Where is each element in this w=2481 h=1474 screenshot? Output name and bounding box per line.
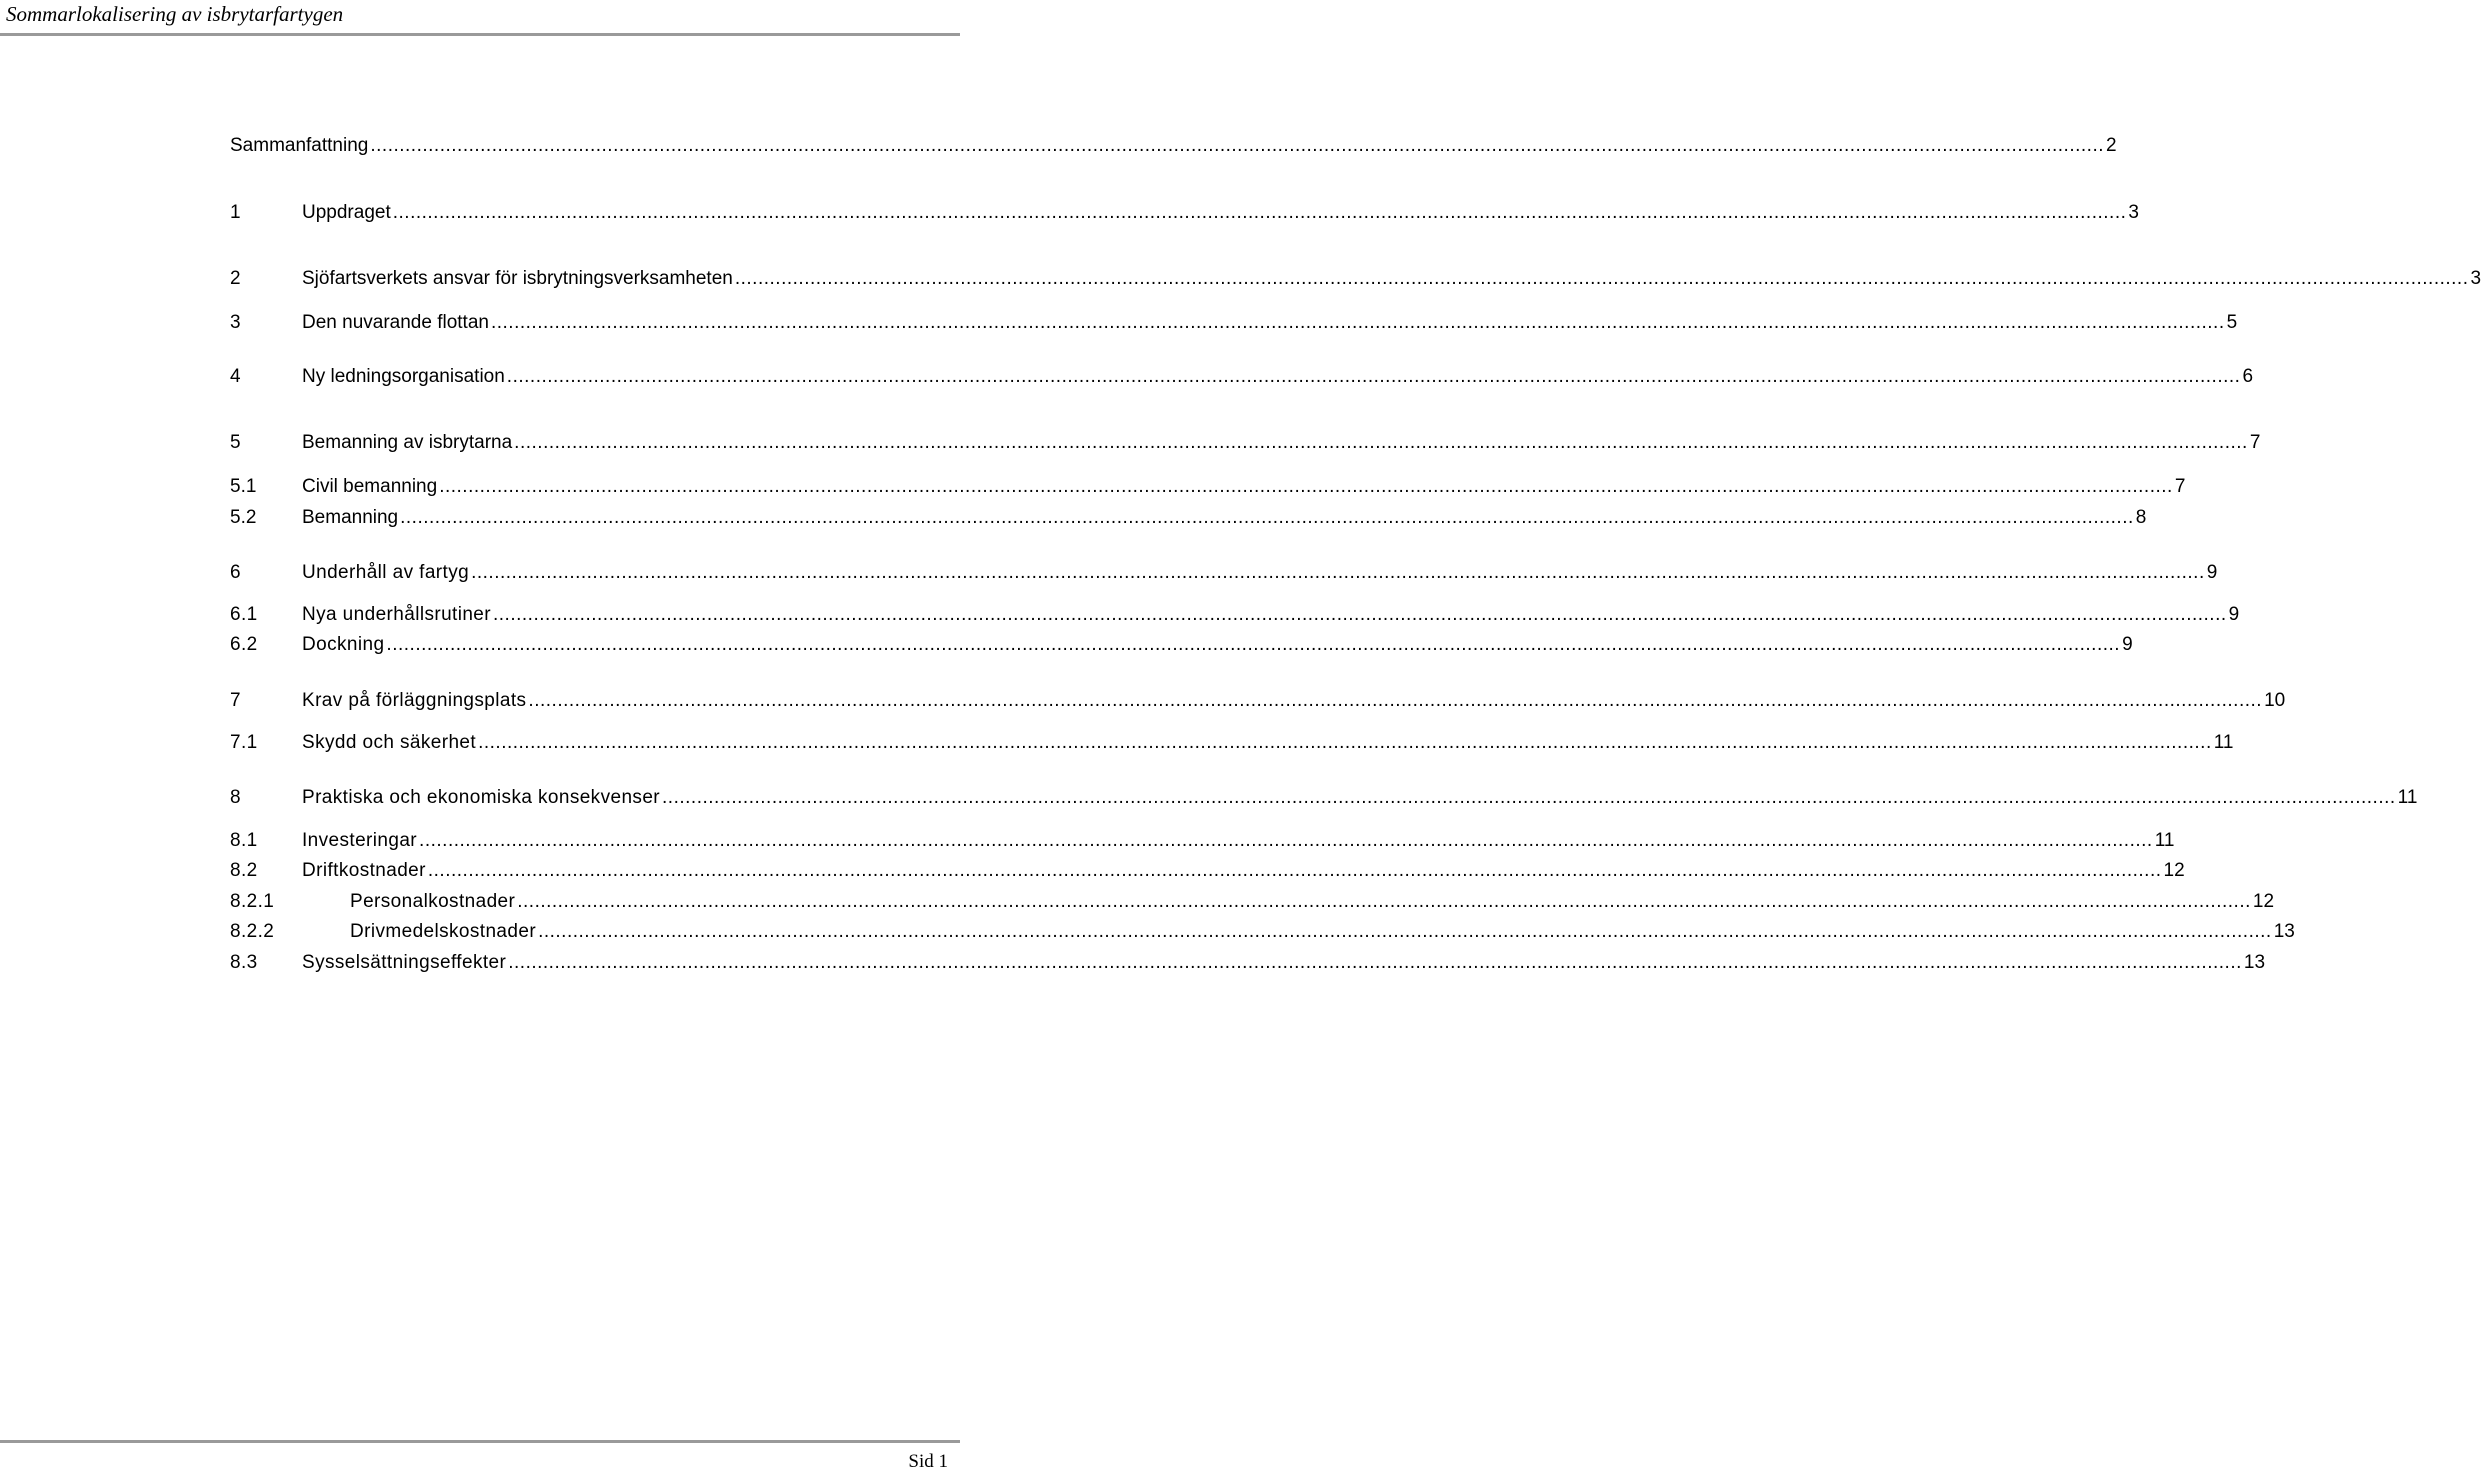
toc-entry-title: Sjöfartsverkets ansvar för isbrytningsverksamheten (302, 266, 735, 292)
toc-entry-line (302, 310, 951, 336)
toc-entry-7[interactable] (230, 688, 951, 714)
toc-entry-8-2-1[interactable] (230, 889, 951, 915)
toc-entry-line (302, 858, 951, 884)
toc-entry-number: 5.2 (230, 505, 256, 531)
toc-entry-line (302, 200, 951, 226)
toc-entry-number: 1 (230, 200, 241, 226)
toc-entry-title: Skydd och säkerhet (302, 730, 478, 756)
toc-entry-title: Personalkostnader (350, 889, 517, 915)
toc-leader-dots: ............................................................................................................................................................................................................................................................................................................ (386, 632, 2120, 658)
toc-entry-title: Sammanfattning (230, 133, 370, 159)
toc-entry-page: 10 (2262, 688, 2285, 714)
toc-entry-number: 6 (230, 560, 241, 586)
toc-entry-line (302, 430, 951, 456)
toc-leader-dots: ............................................................................................................................................................................................................................................................................................................ (419, 828, 2153, 854)
toc-leader-dots: ............................................................................................................................................................................................................................................................................................................ (538, 919, 2272, 945)
toc-leader-dots: ............................................................................................................................................................................................................................................................................................................ (370, 133, 2104, 159)
toc-entry-line (302, 560, 951, 586)
toc-entry-8-3[interactable] (230, 950, 951, 976)
toc-leader-dots: ............................................................................................................................................................................................................................................................................................................ (514, 430, 2248, 456)
toc-entry-title: Dockning (302, 632, 386, 658)
toc-entry-number: 6.2 (230, 632, 258, 658)
toc-leader-dots: ............................................................................................................................................................................................................................................................................................................ (439, 474, 2173, 500)
toc-entry-number: 8.2.2 (230, 919, 274, 945)
toc-entry-page: 11 (2212, 730, 2234, 756)
toc-entry-7-1[interactable] (230, 730, 951, 756)
toc-entry-page: 7 (2248, 430, 2261, 456)
toc-entry-5-1[interactable] (230, 474, 951, 500)
toc-leader-dots: ............................................................................................................................................................................................................................................................................................................ (428, 858, 2162, 884)
table-of-contents (0, 0, 960, 1000)
toc-entry-title: Civil bemanning (302, 474, 439, 500)
toc-entry-line (350, 919, 951, 945)
toc-entry-page: 12 (2162, 858, 2185, 884)
toc-entry-title: Den nuvarande flottan (302, 310, 491, 336)
toc-entry-line (302, 828, 951, 854)
toc-entry-number: 7 (230, 688, 241, 714)
toc-entry-number: 5.1 (230, 474, 256, 500)
toc-leader-dots: ............................................................................................................................................................................................................................................................................................................ (517, 889, 2251, 915)
toc-entry-page: 7 (2173, 474, 2186, 500)
toc-entry-page: 12 (2251, 889, 2274, 915)
toc-entry-line (302, 950, 951, 976)
page-number: Sid 1 (908, 1450, 948, 1474)
toc-leader-dots: ............................................................................................................................................................................................................................................................................................................ (393, 200, 2127, 226)
toc-leader-dots: ............................................................................................................................................................................................................................................................................................................ (491, 310, 2225, 336)
toc-entry-title: Ny ledningsorganisation (302, 364, 507, 390)
toc-entry-1[interactable] (230, 200, 951, 226)
toc-entry-6[interactable] (230, 560, 951, 586)
toc-entry-8-2[interactable] (230, 858, 951, 884)
toc-entry-page: 2 (2104, 133, 2117, 159)
toc-entry-5-2[interactable] (230, 505, 951, 531)
toc-entry-title: Investeringar (302, 828, 419, 854)
toc-entry-number: 8.3 (230, 950, 258, 976)
toc-leader-dots: ............................................................................................................................................................................................................................................................................................................ (493, 602, 2227, 628)
toc-entry-page: 11 (2396, 785, 2418, 811)
toc-entry-page: 6 (2240, 364, 2253, 390)
toc-leader-dots: ............................................................................................................................................................................................................................................................................................................ (507, 364, 2241, 390)
toc-entry-line (350, 889, 951, 915)
toc-entry-2[interactable] (230, 266, 951, 292)
footer-divider (0, 1440, 960, 1443)
toc-entry-page: 3 (2469, 266, 2481, 292)
toc-entry-title: Bemanning (302, 505, 400, 531)
toc-entry-line (302, 730, 951, 756)
toc-entry-8-1[interactable] (230, 828, 951, 854)
toc-entry-number: 5 (230, 430, 241, 456)
toc-entry-page: 3 (2126, 200, 2139, 226)
toc-leader-dots: ............................................................................................................................................................................................................................................................................................................ (528, 688, 2262, 714)
toc-entry-line (302, 505, 951, 531)
toc-entry-6-2[interactable] (230, 632, 951, 658)
toc-entry-line (302, 688, 951, 714)
toc-entry-line (302, 474, 951, 500)
toc-entry-line (302, 602, 951, 628)
toc-entry-line (302, 266, 951, 292)
toc-entry-title: Underhåll av fartyg (302, 560, 471, 586)
toc-entry-number: 6.1 (230, 602, 258, 628)
toc-entry-page: 5 (2225, 310, 2238, 336)
toc-entry-title: Uppdraget (302, 200, 393, 226)
toc-entry-title: Drivmedelskostnader (350, 919, 538, 945)
toc-leader-dots: ............................................................................................................................................................................................................................................................................................................ (471, 560, 2205, 586)
toc-entry-number: 7.1 (230, 730, 258, 756)
toc-entry-title: Bemanning av isbrytarna (302, 430, 514, 456)
toc-entry-page: 9 (2205, 560, 2218, 586)
toc-entry-3[interactable] (230, 310, 951, 336)
toc-entry-page: 9 (2227, 602, 2240, 628)
toc-leader-dots: ............................................................................................................................................................................................................................................................................................................ (508, 950, 2242, 976)
toc-leader-dots: ............................................................................................................................................................................................................................................................................................................ (662, 785, 2396, 811)
toc-leader-dots: ............................................................................................................................................................................................................................................................................................................ (478, 730, 2212, 756)
toc-entry-8[interactable] (230, 785, 951, 811)
toc-entry-title: Sysselsättningseffekter (302, 950, 508, 976)
toc-entry-page: 9 (2120, 632, 2133, 658)
toc-entry-title: Praktiska och ekonomiska konsekvenser (302, 785, 662, 811)
toc-entry-number: 8.2.1 (230, 889, 274, 915)
toc-entry-page: 11 (2153, 828, 2175, 854)
toc-entry-6-1[interactable] (230, 602, 951, 628)
toc-entry-line (302, 785, 951, 811)
toc-entry-line (230, 133, 951, 159)
toc-entry-number: 2 (230, 266, 241, 292)
toc-entry-title: Nya underhållsrutiner (302, 602, 493, 628)
toc-entry-page: 8 (2134, 505, 2147, 531)
toc-entry-page: 13 (2242, 950, 2265, 976)
toc-entry-4[interactable] (230, 364, 951, 390)
toc-entry-number: 4 (230, 364, 241, 390)
toc-leader-dots: ............................................................................................................................................................................................................................................................................................................ (735, 266, 2469, 292)
toc-leader-dots: ............................................................................................................................................................................................................................................................................................................ (400, 505, 2134, 531)
toc-entry-number: 8 (230, 785, 241, 811)
toc-entry-number: 8.2 (230, 858, 258, 884)
toc-entry-5[interactable] (230, 430, 951, 456)
document-title: Sommarlokalisering av isbrytarfartygen (6, 2, 343, 26)
toc-entry-number: 8.1 (230, 828, 258, 854)
toc-entry-page: 13 (2272, 919, 2295, 945)
toc-entry-line (302, 632, 951, 658)
toc-entry-title: Krav på förläggningsplats (302, 688, 528, 714)
toc-entry-line (302, 364, 951, 390)
toc-entry-number: 3 (230, 310, 241, 336)
toc-entry-title: Driftkostnader (302, 858, 428, 884)
toc-entry-8-2-2[interactable] (230, 919, 951, 945)
toc-entry-summary[interactable] (230, 133, 951, 159)
